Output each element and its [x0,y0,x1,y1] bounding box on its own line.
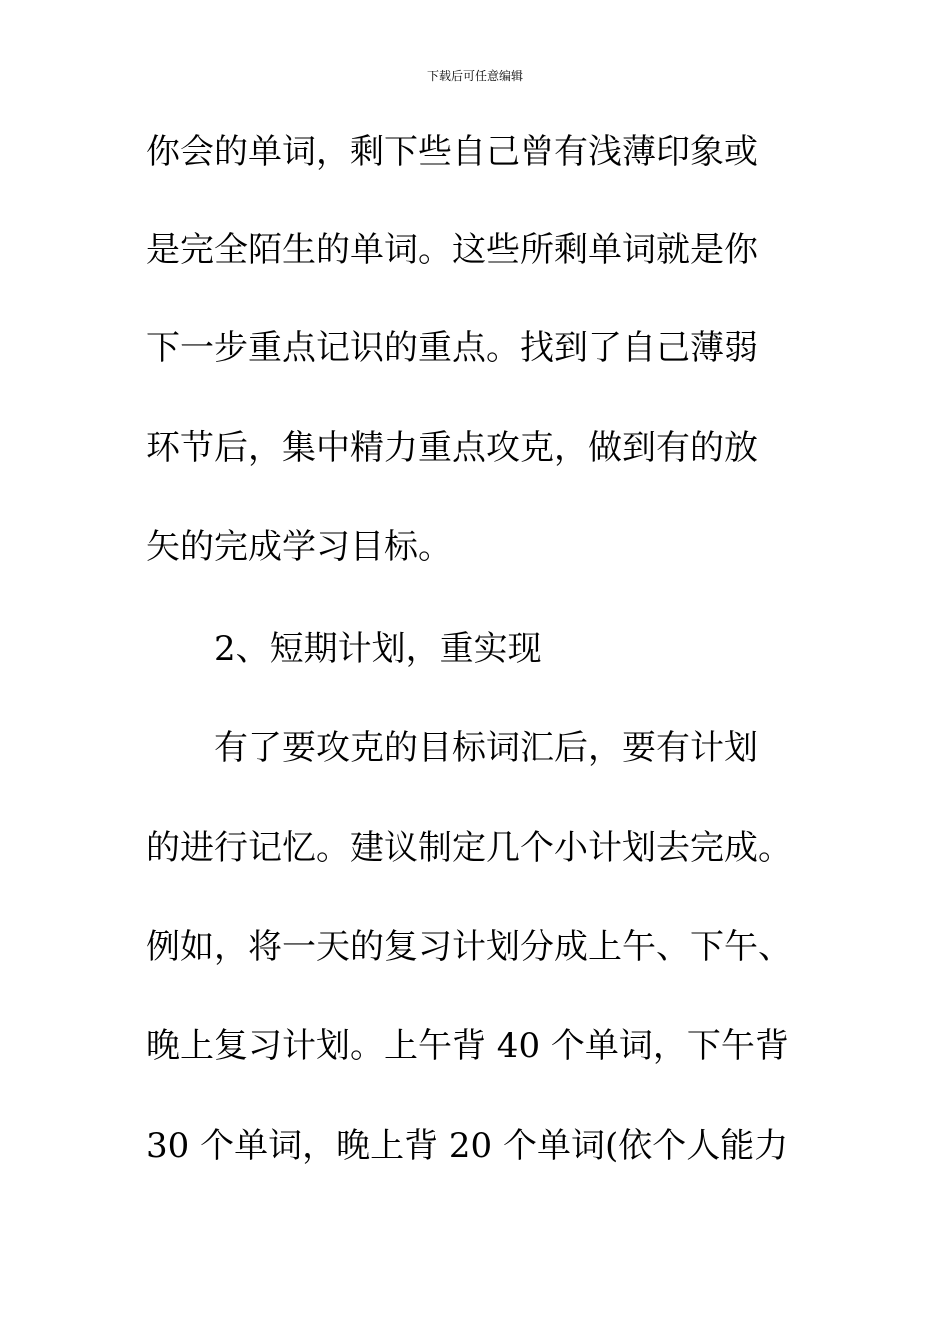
text-line: 30 个单词，晚上背 20 个单词(依个人能力 [146,1126,789,1166]
header-note: 下载后可任意编辑 [426,69,523,83]
text-line: 的进行记忆。建议制定几个小计划去完成。 [146,828,792,868]
text-line: 你会的单词，剩下些自己曾有浅薄印象或 [146,132,758,172]
text-line: 例如，将一天的复习计划分成上午、下午、 [146,927,792,967]
text-line: 晚上复习计划。上午背 40 个单词，下午背 [146,1026,789,1066]
text-line: 环节后，集中精力重点攻克，做到有的放 [146,428,758,468]
text-line: 有了要攻克的目标词汇后，要有计划 [214,728,758,768]
section-heading: 2、短期计划，重实现 [214,629,542,669]
text-line: 下一步重点记识的重点。找到了自己薄弱 [146,328,758,368]
text-line: 是完全陌生的单词。这些所剩单词就是你 [146,230,758,270]
text-line: 矢的完成学习目标。 [146,527,452,567]
